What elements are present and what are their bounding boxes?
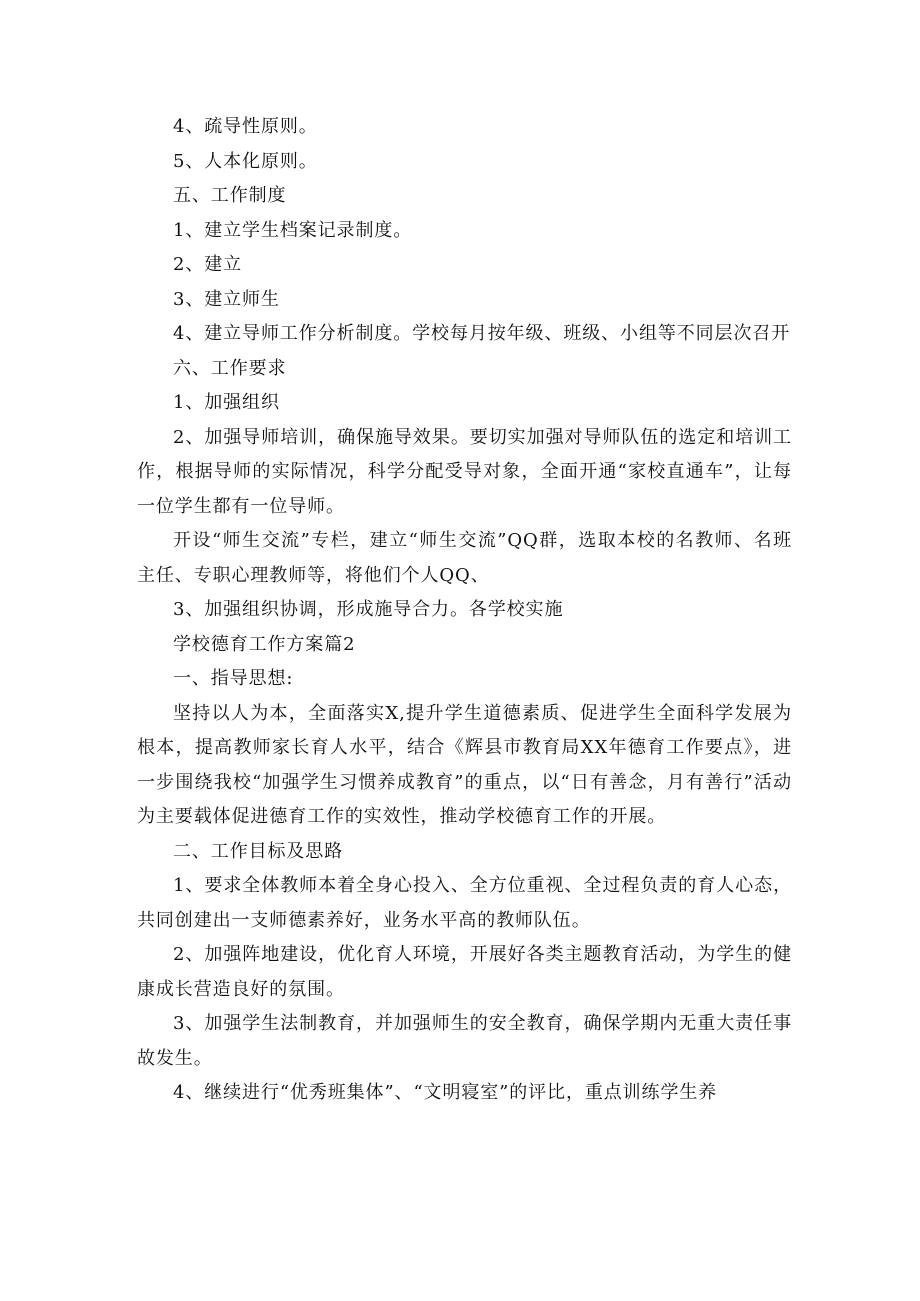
list-item-goal-3: 3、加强学生法制教育，并加强师生的安全教育，确保学期内无重大责任事故发生。: [137, 1013, 792, 1069]
list-item-requirement-2: 2、加强导师培训，确保施导效果。要切实加强对导师队伍的选定和培训工作，根据导师的实际情况，科学分配受导对象，全面开通“家校直通车”，让每一位学生都有一位导师。: [137, 426, 792, 517]
section-heading-work-system: 五、工作制度: [173, 185, 287, 206]
document-body: [137, 110, 792, 1111]
list-item-principle-4: 4、疏导性原则。: [173, 116, 318, 137]
list-item-goal-2: 2、加强阵地建设，优化育人环境，开展好各类主题教育活动，为学生的健康成长营造良好的氛围。: [137, 944, 792, 1000]
list-item-system-2: 2、建立: [173, 254, 243, 275]
list-item-requirement-3: 3、加强组织协调，形成施导合力。各学校实施: [173, 599, 564, 620]
list-item-system-1: 1、建立学生档案记录制度。: [173, 219, 413, 241]
list-item-system-4: 4、建立导师工作分析制度。学校每月按年级、班级、小组等不同层次召开: [173, 323, 791, 344]
list-item-requirement-1: 1、加强组织: [173, 392, 280, 413]
section-heading-guiding-ideology: 一、指导思想:: [173, 668, 294, 689]
article-title-plan-2: 学校德育工作方案篇2: [173, 633, 356, 655]
paragraph-exchange-column: 开设“师生交流”专栏，建立“师生交流”QQ群，选取本校的名教师、名班主任、专职心理教师等，将他们个人QQ、: [137, 530, 792, 586]
section-heading-goals: 二、工作目标及思路: [173, 840, 344, 862]
list-item-principle-5: 5、人本化原则。: [173, 150, 318, 172]
list-item-system-3: 3、建立师生: [173, 288, 280, 310]
list-item-goal-1: 1、要求全体教师本着全身心投入、全方位重视、全过程负责的育人心态，共同创建出一支师德素养好，业务水平高的教师队伍。: [137, 875, 792, 931]
section-heading-work-requirements: 六、工作要求: [173, 357, 287, 379]
paragraph-guiding-ideology: 坚持以人为本，全面落实X,提升学生道德素质、促进学生全面科学发展为根本，提高教师家长育人水平，结合《辉县市教育局XX年德育工作要点》，进一步围绕我校“加强学生习惯养成教育”的重点，以“日有善念，月有善行”活动为主要载体促进德育工作的实效性，推动学校德育工作的开展。: [137, 702, 792, 827]
list-item-goal-4: 4、继续进行“优秀班集体”、“文明寝室”的评比，重点训练学生养: [173, 1082, 718, 1103]
